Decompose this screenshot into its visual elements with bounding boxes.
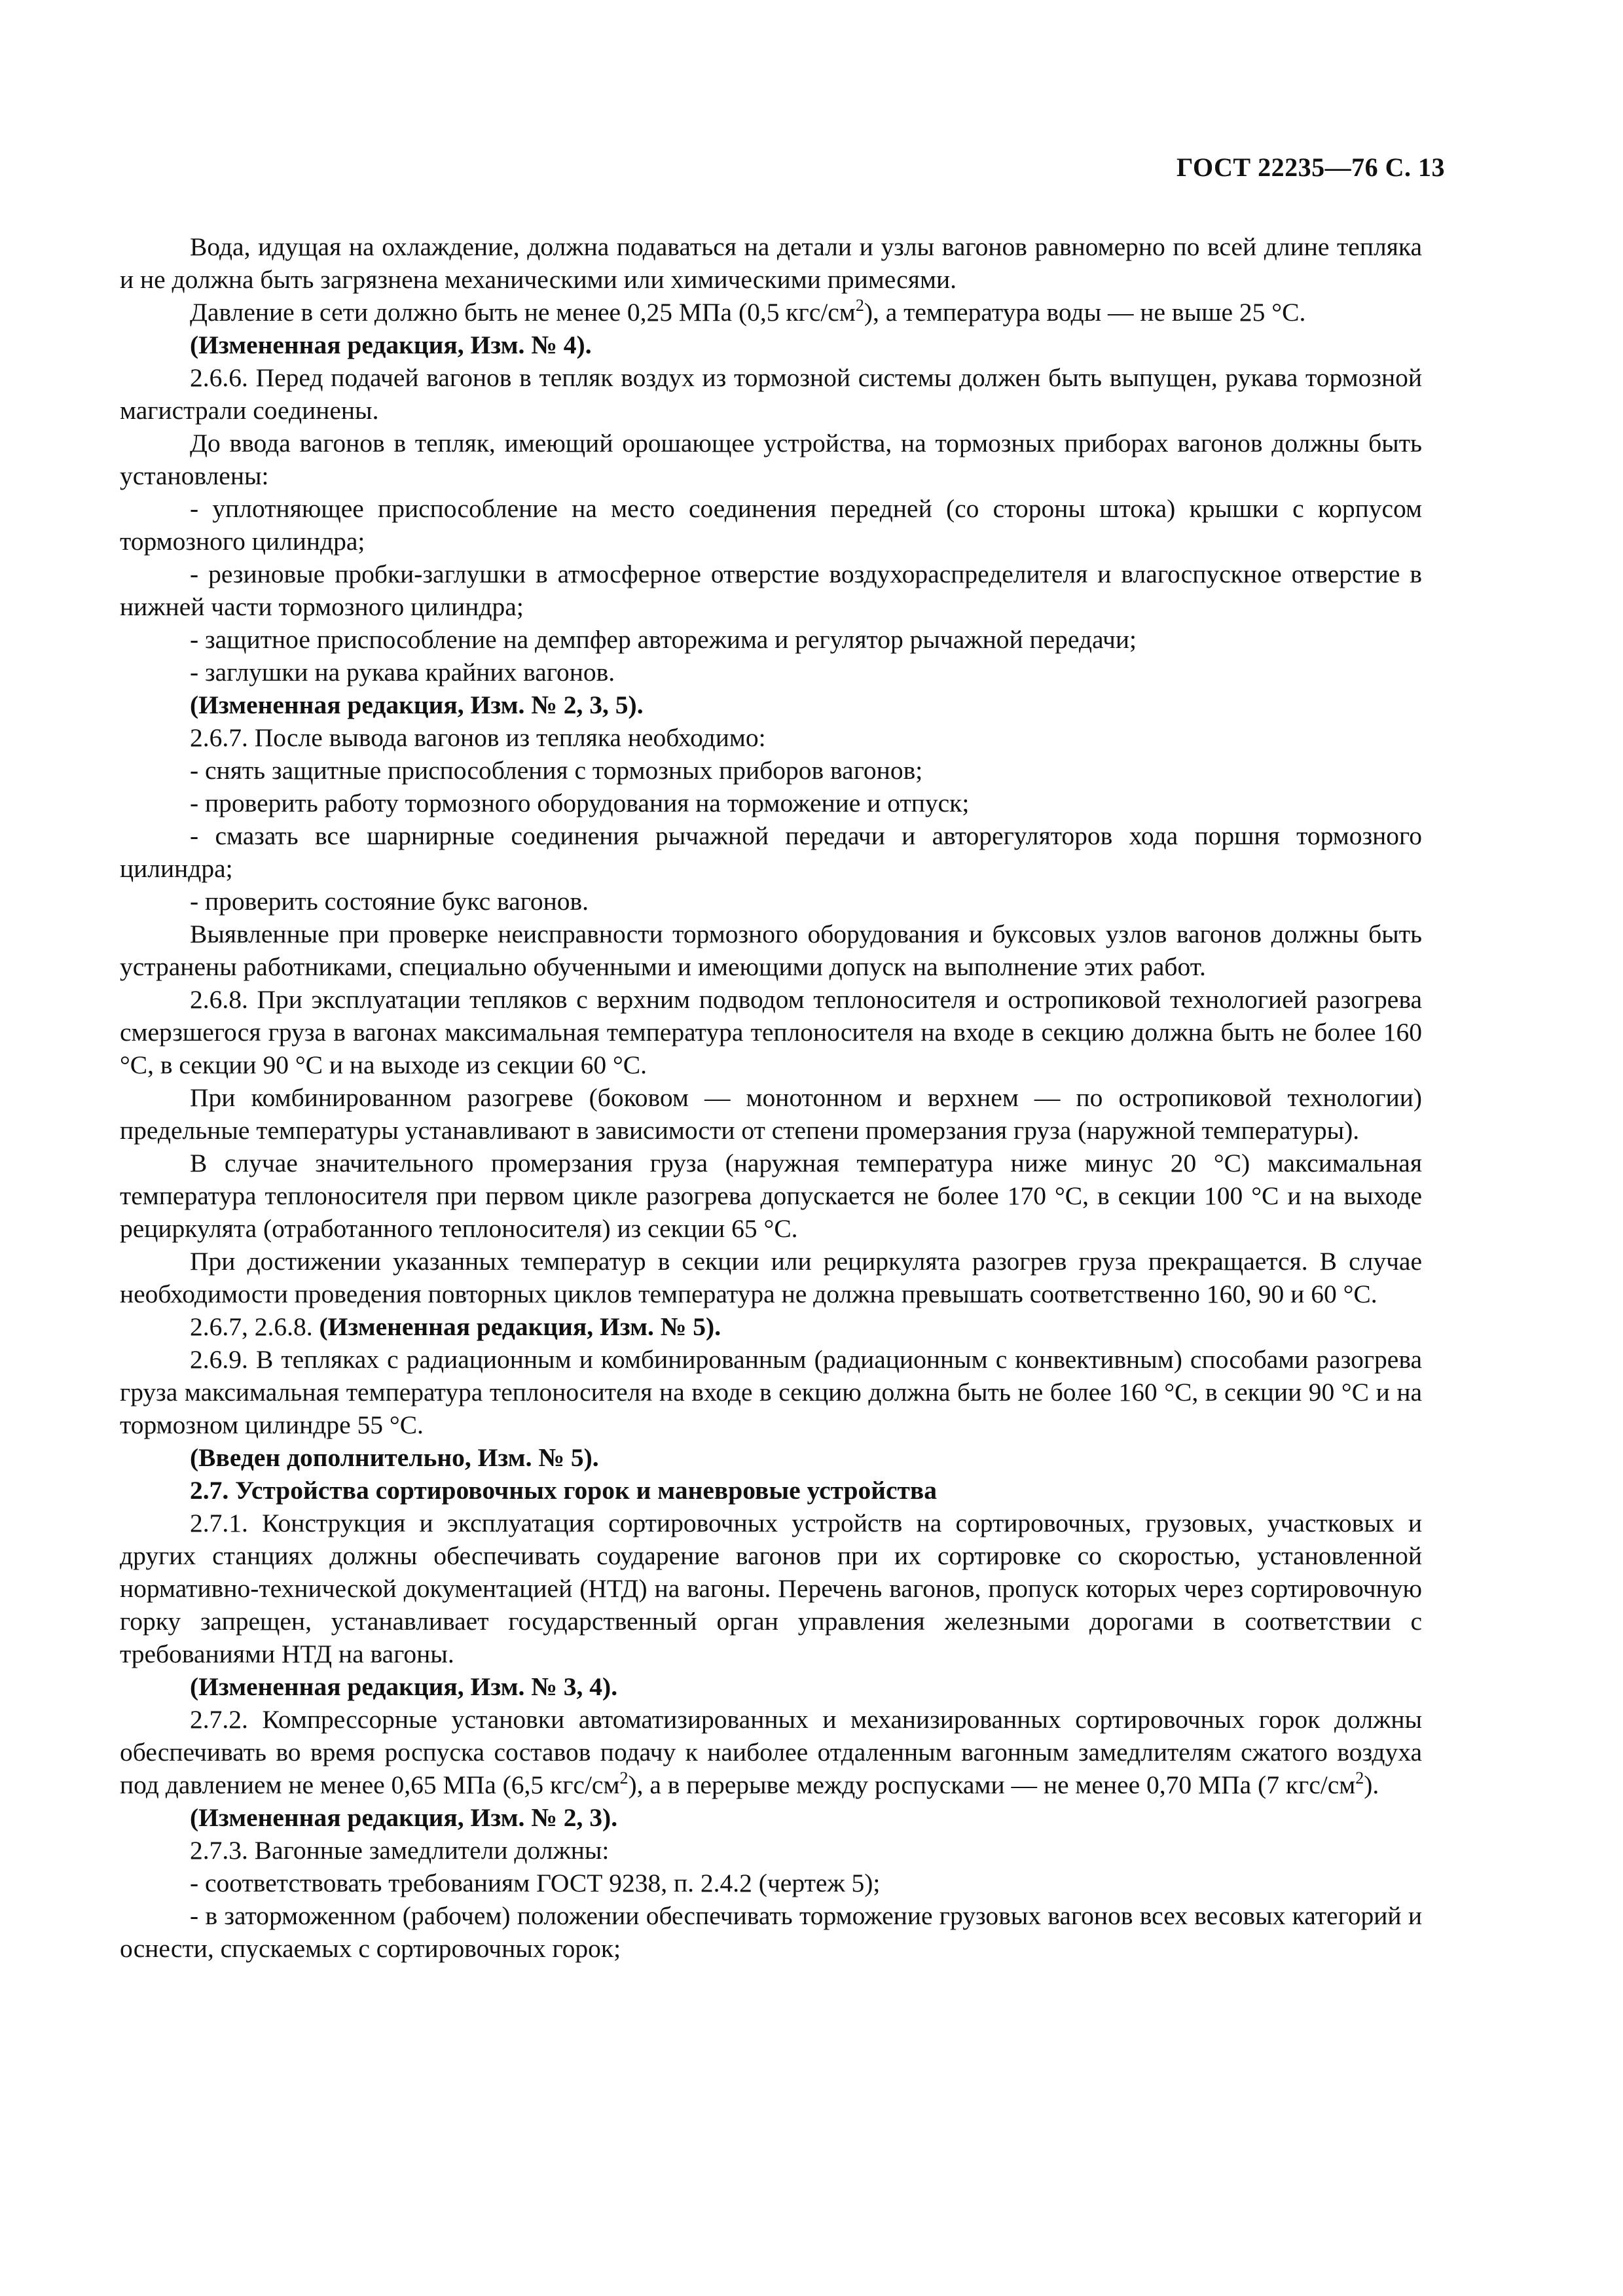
paragraph-text: Вода, идущая на охлаждение, должна подаваться на детали и узлы вагонов равномерно по всей длине тепляка и не должна быть загрязнена механическими или химическими примесями. bbox=[120, 232, 1422, 294]
paragraph bbox=[120, 1703, 1422, 1801]
paragraph-text: Выявленные при проверке неисправности тормозного оборудования и буксовых узлов вагонов должны быть устранены работниками, специально обученными и имеющими допуск на выполнение этих работ. bbox=[120, 920, 1422, 981]
amendment-note bbox=[120, 329, 1422, 361]
paragraph-text: 2.6.7. После вывода вагонов из тепляка необходимо: bbox=[190, 723, 766, 752]
paragraph-text: - защитное приспособление на демпфер авторежима и регулятор рычажной передачи; bbox=[190, 625, 1137, 654]
paragraph-text: - соответствовать требованиям ГОСТ 9238, п. 2.4.2 (чертеж 5); bbox=[190, 1869, 881, 1897]
amendment-note bbox=[120, 1441, 1422, 1474]
amendment-note bbox=[120, 689, 1422, 721]
paragraph bbox=[120, 1899, 1422, 1965]
paragraph-text: - проверить работу тормозного оборудования на торможение и отпуск; bbox=[190, 789, 970, 817]
amendment-note: (Измененная редакция, Изм. № 5). bbox=[312, 1312, 721, 1341]
paragraph bbox=[120, 1147, 1422, 1245]
paragraph bbox=[120, 558, 1422, 623]
paragraph bbox=[120, 361, 1422, 427]
paragraph-text: - заглушки на рукава крайних вагонов. bbox=[190, 658, 615, 687]
paragraph-text: (Введен дополнительно, Изм. № 5). bbox=[190, 1443, 599, 1472]
paragraph-text: 2.6.6. Перед подачей вагонов в тепляк воздух из тормозной системы должен быть выпущен, рукава тормозной магистрали соединены. bbox=[120, 363, 1422, 425]
paragraph-text: (Измененная редакция, Изм. № 4). bbox=[190, 331, 592, 359]
paragraph-text: Давление в сети должно быть не менее 0,25 МПа (0,5 кгс/$см^2$), а температура воды — не выше 25 °С. bbox=[190, 296, 1306, 327]
page-header: ГОСТ 22235—76 С. 13 bbox=[1176, 152, 1445, 182]
paragraph-text: 2.7.2. Компрессорные установки автоматизированных и механизированных сортировочных горок должны обеспечивать во время роспуска составов подачу к наиболее отдаленным вагонным замедлителям сжатого воздуха под давлением не менее 0,65 МПа (6,5 кгс/$см^2$), а в перерыве между роспусками — не менее 0,70 МПа (7 кгс/$см^2$). bbox=[120, 1705, 1422, 1799]
paragraph bbox=[120, 983, 1422, 1081]
paragraph bbox=[120, 885, 1422, 918]
paragraph-text: - уплотняющее приспособление на место соединения передней (со стороны штока) крышки с корпусом тормозного цилиндра; bbox=[120, 494, 1422, 556]
paragraph-text: 2.7.1. Конструкция и эксплуатация сортировочных устройств на сортировочных, грузовых, участковых и других станциях должны обеспечивать соударение вагонов при их сортировке со скоростью, установленной нормативно-технической документацией (НТД) на вагоны. Перечень вагонов, пропуск которых через сортировочную горку запрещен, устанавливает государственный орган управления железными дорогами в соответствии с требованиями НТД на вагоны. bbox=[120, 1509, 1422, 1668]
paragraph-text: (Измененная редакция, Изм. № 2, 3). bbox=[190, 1803, 618, 1832]
paragraph-text: При достижении указанных температур в секции или рециркулята разогрев груза прекращается. В случае необходимости проведения повторных циклов температура не должна превышать соответственно 160, 90 и 60 °С. bbox=[120, 1247, 1422, 1308]
paragraph bbox=[120, 1867, 1422, 1899]
paragraph-text: - резиновые пробки-заглушки в атмосферное отверстие воздухораспределителя и влагоспускное отверстие в нижней части тормозного цилиндра; bbox=[120, 560, 1422, 621]
paragraph bbox=[120, 721, 1422, 754]
amendment-note bbox=[120, 1670, 1422, 1703]
paragraph bbox=[120, 754, 1422, 787]
paragraph bbox=[120, 296, 1422, 329]
paragraph bbox=[120, 427, 1422, 492]
paragraph bbox=[120, 1507, 1422, 1670]
paragraph-text: - в заторможенном (рабочем) положении обеспечивать торможение грузовых вагонов всех весовых категорий и оснести, спускаемых с сортировочных горок; bbox=[120, 1901, 1422, 1963]
paragraph-text: При комбинированном разогреве (боковом — монотонном и верхнем — по остропиковой технологии) предельные температуры устанавливают в зависимости от степени промерзания груза (наружной температуры). bbox=[120, 1083, 1422, 1145]
paragraph-text: (Измененная редакция, Изм. № 2, 3, 5). bbox=[190, 691, 644, 719]
paragraph-text: - проверить состояние букс вагонов. bbox=[190, 887, 589, 916]
paragraph-text: 2.6.9. В тепляках с радиационным и комбинированным (радиационным с конвективным) способами разогрева груза максимальная температура теплоносителя на входе в секцию должна быть не более 160 °С, в секции 90 °С и на тормозном цилиндре 55 °С. bbox=[120, 1345, 1422, 1439]
paragraph-text: 2.7. Устройства сортировочных горок и маневровые устройства bbox=[190, 1476, 938, 1505]
paragraph bbox=[120, 918, 1422, 983]
document-body bbox=[120, 230, 1422, 1965]
paragraph-text: 2.6.7, 2.6.8. bbox=[190, 1312, 313, 1341]
paragraph bbox=[120, 1834, 1422, 1867]
paragraph bbox=[120, 787, 1422, 819]
paragraph bbox=[120, 230, 1422, 296]
paragraph bbox=[120, 1245, 1422, 1310]
paragraph bbox=[120, 656, 1422, 689]
paragraph-text: - снять защитные приспособления с тормозных приборов вагонов; bbox=[190, 756, 923, 785]
paragraph-text: 2.7.3. Вагонные замедлители должны: bbox=[190, 1836, 610, 1865]
paragraph bbox=[120, 492, 1422, 558]
paragraph-text: В случае значительного промерзания груза (наружная температура ниже минус 20 °С) максимальная температура теплоносителя при первом цикле разогрева допускается не более 170 °С, в секции 100 °С и на выходе рециркулята (отработанного теплоносителя) из секции 65 °С. bbox=[120, 1149, 1422, 1243]
paragraph-text: До ввода вагонов в тепляк, имеющий орошающее устройства, на тормозных приборах вагонов должны быть установлены: bbox=[120, 429, 1422, 490]
paragraph bbox=[120, 819, 1422, 885]
paragraph bbox=[120, 1081, 1422, 1147]
paragraph bbox=[120, 1310, 1422, 1343]
paragraph bbox=[120, 623, 1422, 656]
paragraph bbox=[120, 1343, 1422, 1441]
paragraph-text: - смазать все шарнирные соединения рычажной передачи и авторегуляторов хода поршня тормозного цилиндра; bbox=[120, 821, 1422, 883]
paragraph-text: (Измененная редакция, Изм. № 3, 4). bbox=[190, 1672, 618, 1701]
paragraph-text: 2.6.8. При эксплуатации тепляков с верхним подводом теплоносителя и остропиковой технологией разогрева смерзшегося груза в вагонах максимальная температура теплоносителя на входе в секцию должна быть не более 160 °С, в секции 90 °С и на выходе из секции 60 °С. bbox=[120, 985, 1422, 1079]
amendment-note bbox=[120, 1801, 1422, 1834]
amendment-note bbox=[120, 1474, 1422, 1507]
